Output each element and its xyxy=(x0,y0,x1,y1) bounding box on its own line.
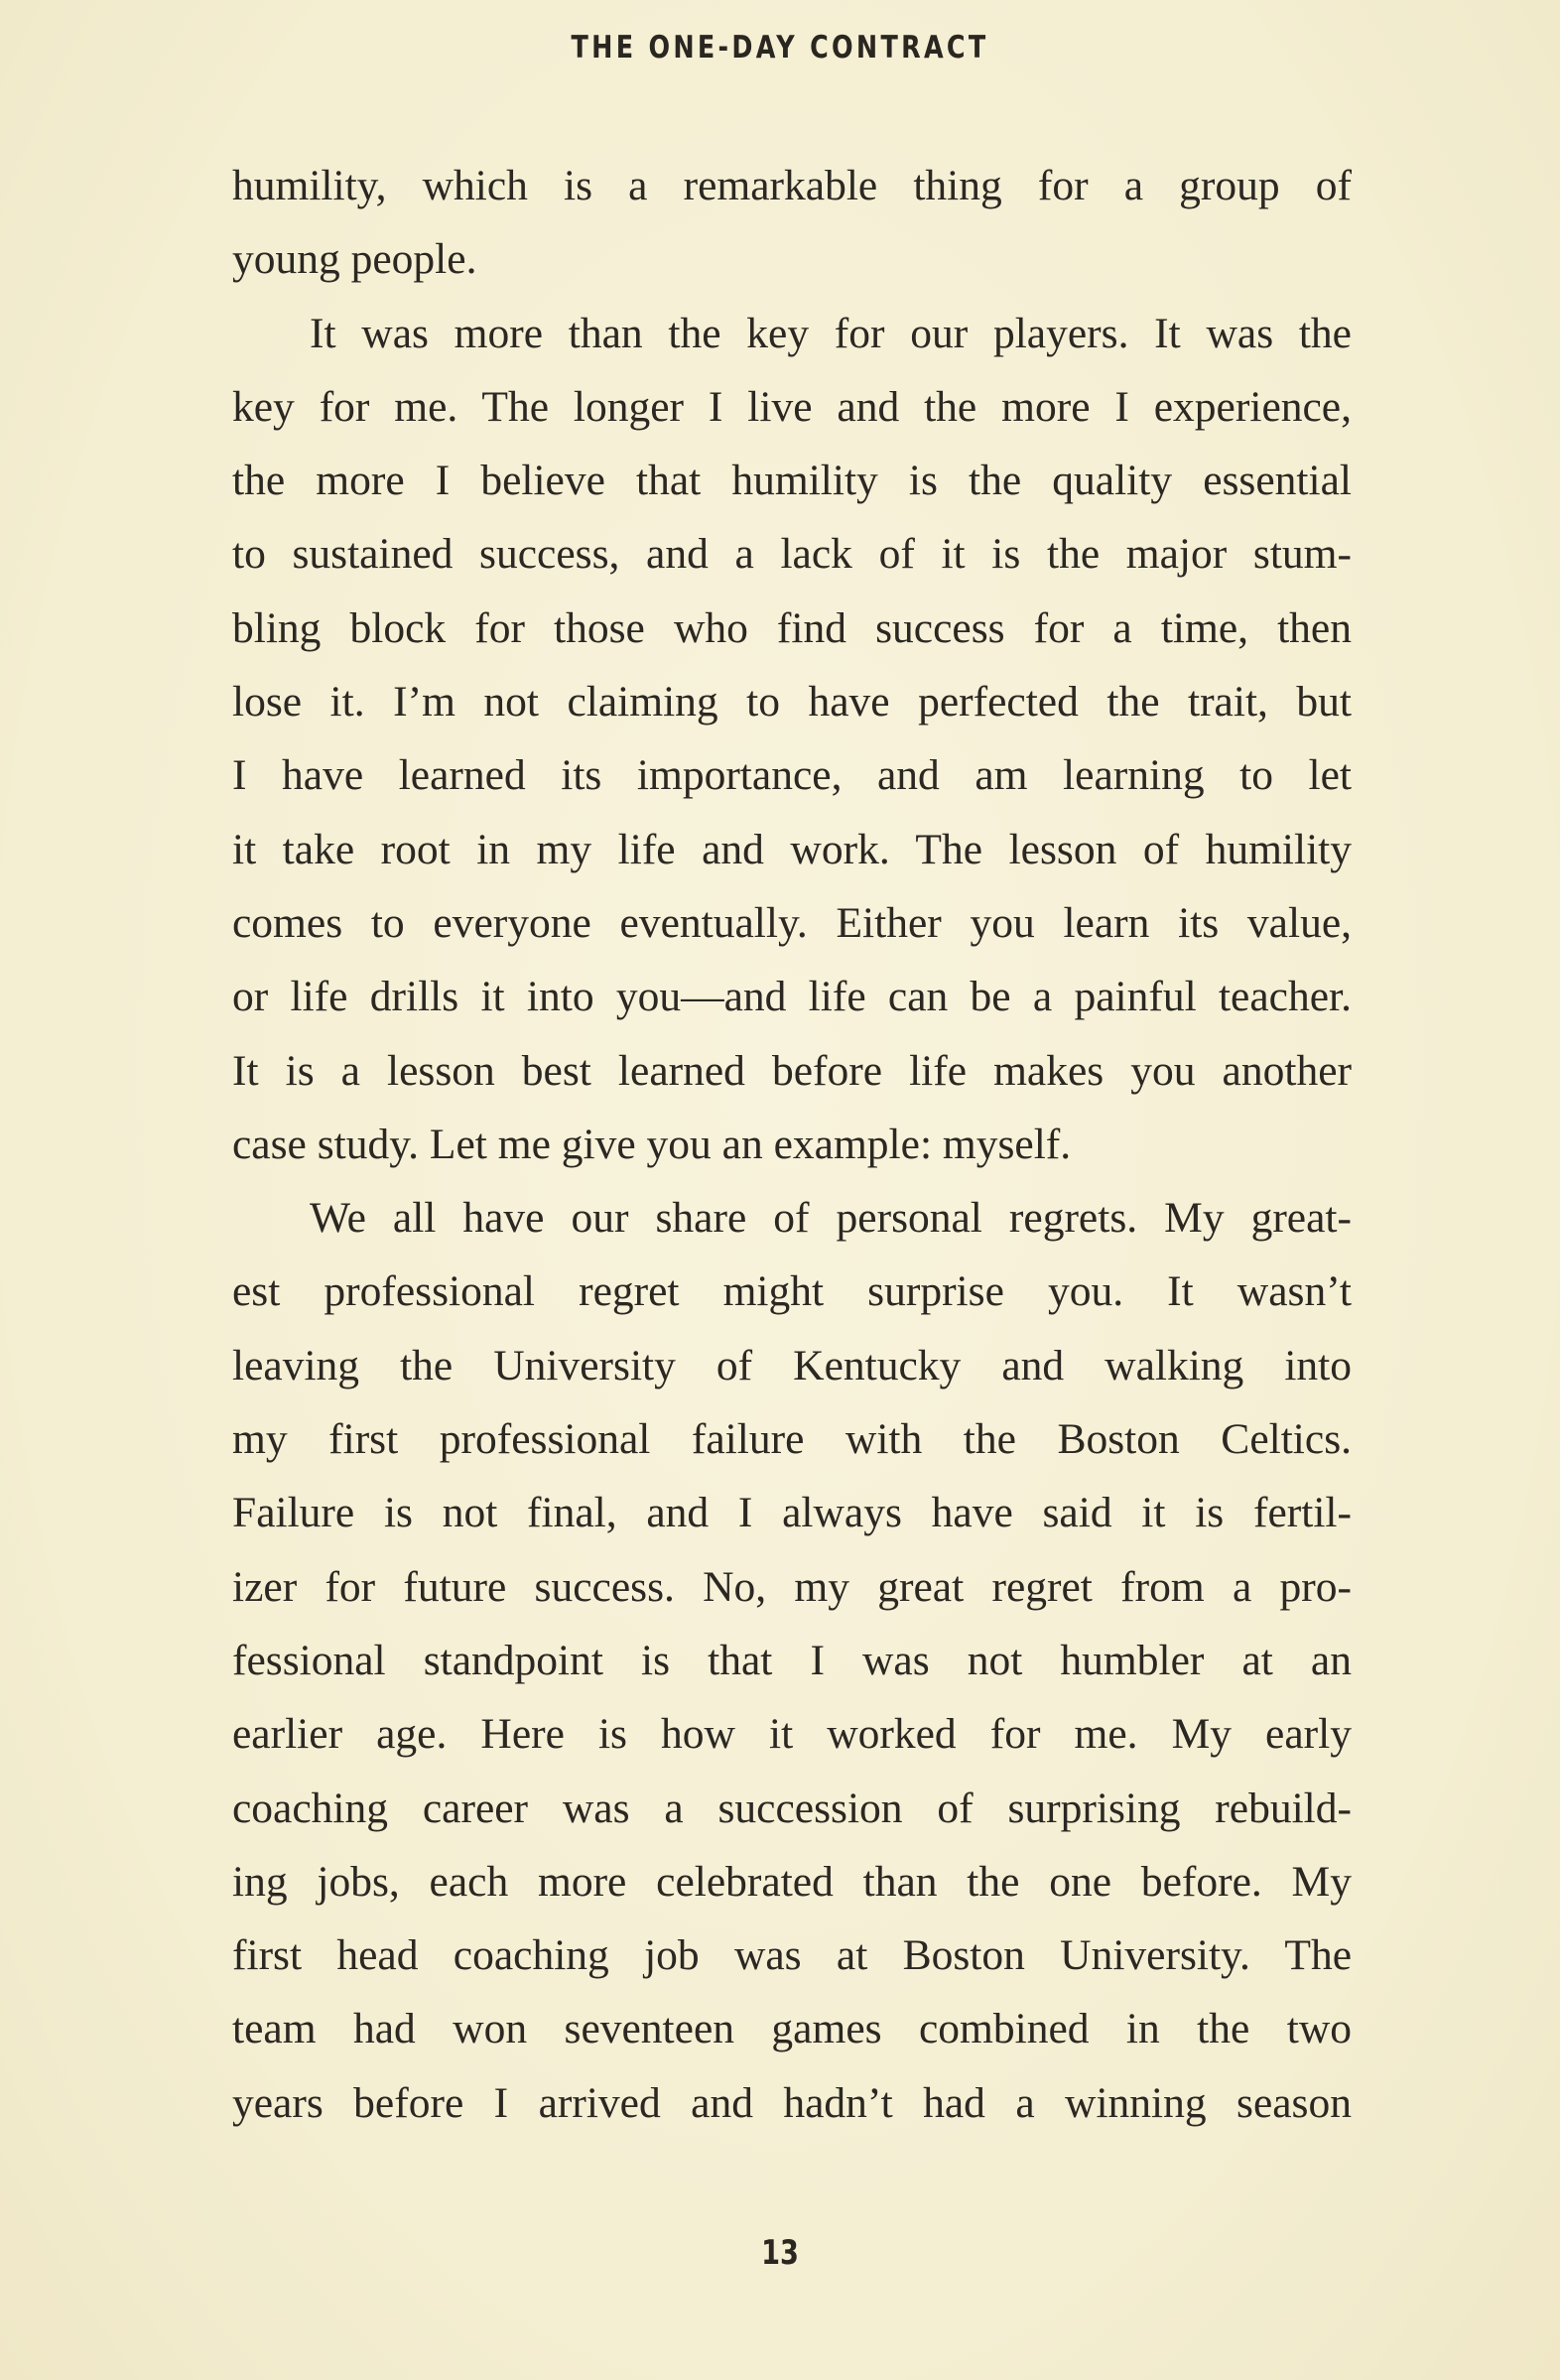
text-line: earlier age. Here is how it worked for me. My early xyxy=(232,1710,1352,1759)
text-line: I have learned its importance, and am learning to let xyxy=(232,751,1352,800)
text-line: first head coaching job was at Boston University. The xyxy=(232,1931,1352,1980)
text-line: my first professional failure with the Boston Celtics. xyxy=(232,1415,1352,1464)
text-line: bling block for those who find success for a time, then xyxy=(232,603,1352,652)
text-line: to sustained success, and a lack of it is the major stum- xyxy=(232,530,1352,579)
text-line: izer for future success. No, my great regret from a pro- xyxy=(232,1562,1352,1611)
text-line: It is a lesson best learned before life makes you another xyxy=(232,1046,1352,1095)
text-line: comes to everyone eventually. Either you learn its value, xyxy=(232,898,1352,947)
text-line: We all have our share of personal regrets. My great- xyxy=(310,1194,1352,1243)
body-text xyxy=(232,149,1352,2140)
text-line: leaving the University of Kentucky and walking into xyxy=(232,1341,1352,1389)
text-line: lose it. I’m not claiming to have perfected the trait, but xyxy=(232,678,1352,727)
text-line: coaching career was a succession of surprising rebuild- xyxy=(232,1784,1352,1832)
text-line: est professional regret might surprise you. It wasn’t xyxy=(232,1267,1352,1316)
text-line: case study. Let me give you an example: myself. xyxy=(232,1120,1072,1168)
text-line: Failure is not final, and I always have said it is fertil- xyxy=(232,1489,1352,1537)
text-line: it take root in my life and work. The lesson of humility xyxy=(232,825,1352,873)
page-number: 13 xyxy=(761,2233,799,2273)
text-line: key for me. The longer I live and the more I experience, xyxy=(232,382,1352,431)
text-line: team had won seventeen games combined in the two xyxy=(232,2005,1352,2053)
text-line: young people. xyxy=(232,235,477,284)
text-line: years before I arrived and hadn’t had a winning season xyxy=(232,2078,1352,2127)
text-line: It was more than the key for our players. It was the xyxy=(310,309,1352,357)
text-line: humility, which is a remarkable thing for a group of xyxy=(232,162,1352,209)
text-line: the more I believe that humility is the quality essential xyxy=(232,457,1352,505)
text-line: ing jobs, each more celebrated than the one before. My xyxy=(232,1857,1352,1906)
text-line: or life drills it into you—and life can be a painful teacher. xyxy=(232,973,1352,1021)
text-line: fessional standpoint is that I was not humbler at an xyxy=(232,1636,1352,1684)
running-head: THE ONE-DAY CONTRACT xyxy=(571,30,989,66)
